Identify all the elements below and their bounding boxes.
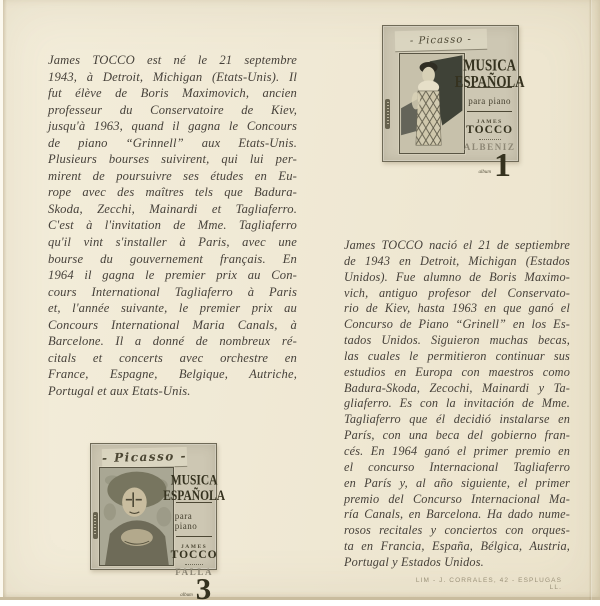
woman-portrait-art [100, 468, 174, 566]
artist-last-name: TOCCO [170, 549, 218, 562]
scan-edge-shadow [3, 0, 7, 600]
paper-crease [589, 0, 592, 600]
artist-first-name: JAMES [181, 544, 208, 551]
record-label-mark [385, 99, 390, 129]
picasso-script: - Picasso - [395, 29, 487, 53]
divider [467, 111, 512, 112]
album-cover-falla-3 [90, 443, 226, 606]
album-subtitle: para piano [174, 511, 198, 532]
album-title: MUSICA ESPAÑOLA [163, 472, 226, 504]
album-number: 1 [494, 146, 512, 184]
record-label-mark [93, 512, 98, 540]
album-number: 3 [195, 570, 212, 606]
picasso-script: - Picasso - [102, 447, 187, 469]
artist-last-name: TOCCO [466, 124, 514, 137]
fine-print-rule [479, 139, 501, 140]
printer-credit: LIM - J. CORRALES, 42 - ESPLUGAS LL. [415, 577, 562, 591]
fine-print-rule [185, 564, 202, 565]
album-number-block [478, 146, 514, 184]
divider [176, 536, 212, 537]
composer-name: ALBENIZ [463, 141, 516, 152]
album-cover-albeniz-1 [382, 25, 525, 184]
album-subtitle: para piano [468, 96, 511, 107]
album-title: MUSICA ESPAÑOLA [454, 54, 525, 92]
spanish-bio-text: James TOCCO nació el 21 de septiembre de 1943 en Detroit, Michigan (Estados Unidos). Fue alumno de Boris Maximo- vich, antiguo profesor del Conservato- rio de Kiev, hasta 1963 en que ganó el Concurso de Piano “Grinell” en los Es- tados Unidos. Siguieron muchas becas, las cuales le permitieron continuar sus estudios en Europa con maestros como Badura-Skoda, Zecochi, Mainardi y Ta- gliaferro. Es con la invitación de Mme. Tagliaferro que él decidió instalarse en París, con una beca del gobierno fran- cés. En 1964 ganó el primer premio en el concurso Internacional Tagliaferro en París y, al año siguiente, el primer premio del Concurso Internacional Ma- ría Canals, en Barcelona. Ha dado nume- rosos recitales y conciertos con orques- ta en Francia, España, Bélgica, Austria, Portugal y Estados Unidos. [344, 238, 570, 569]
artist-first-name: JAMES [476, 119, 503, 126]
composer-name: FALLA [175, 566, 214, 577]
french-bio-text: James TOCCO est né le 21 septembre 1943, à Detroit, Michigan (Etats-Unis). Il fut élève de Boris Maximovich, ancien professeur du Conservatoire de Kiev, jusqu'à 1963, quand il gagna le Concours de piano “Grinnell” aux Etats-Unis. Plusieurs bourses suivirent, qui lui per- mirent de poursuivre ses études en Eu- rope avec des maîtres tels que Badura- Skoda, Zecchi, Mainardi et Tagliaferro. C'est à l'invitation de Mme. Tagliaferro qu'il vint s'installer à Paris, avec une bourse du gouvernement français. En 1964 il gagna le premier prix au Con- cours International Tagliaferro à Paris et, l'année suivante, le premier prix au Concours International Maria Canals, à Barcelone. Il a donné de nombreux ré- citals et concerts avec orchestre en France, Espagne, Belgique, Autriche, Portugal et aux Etats-Unis. [48, 53, 297, 398]
album-word: album [478, 169, 492, 175]
album-word: album [180, 592, 193, 598]
